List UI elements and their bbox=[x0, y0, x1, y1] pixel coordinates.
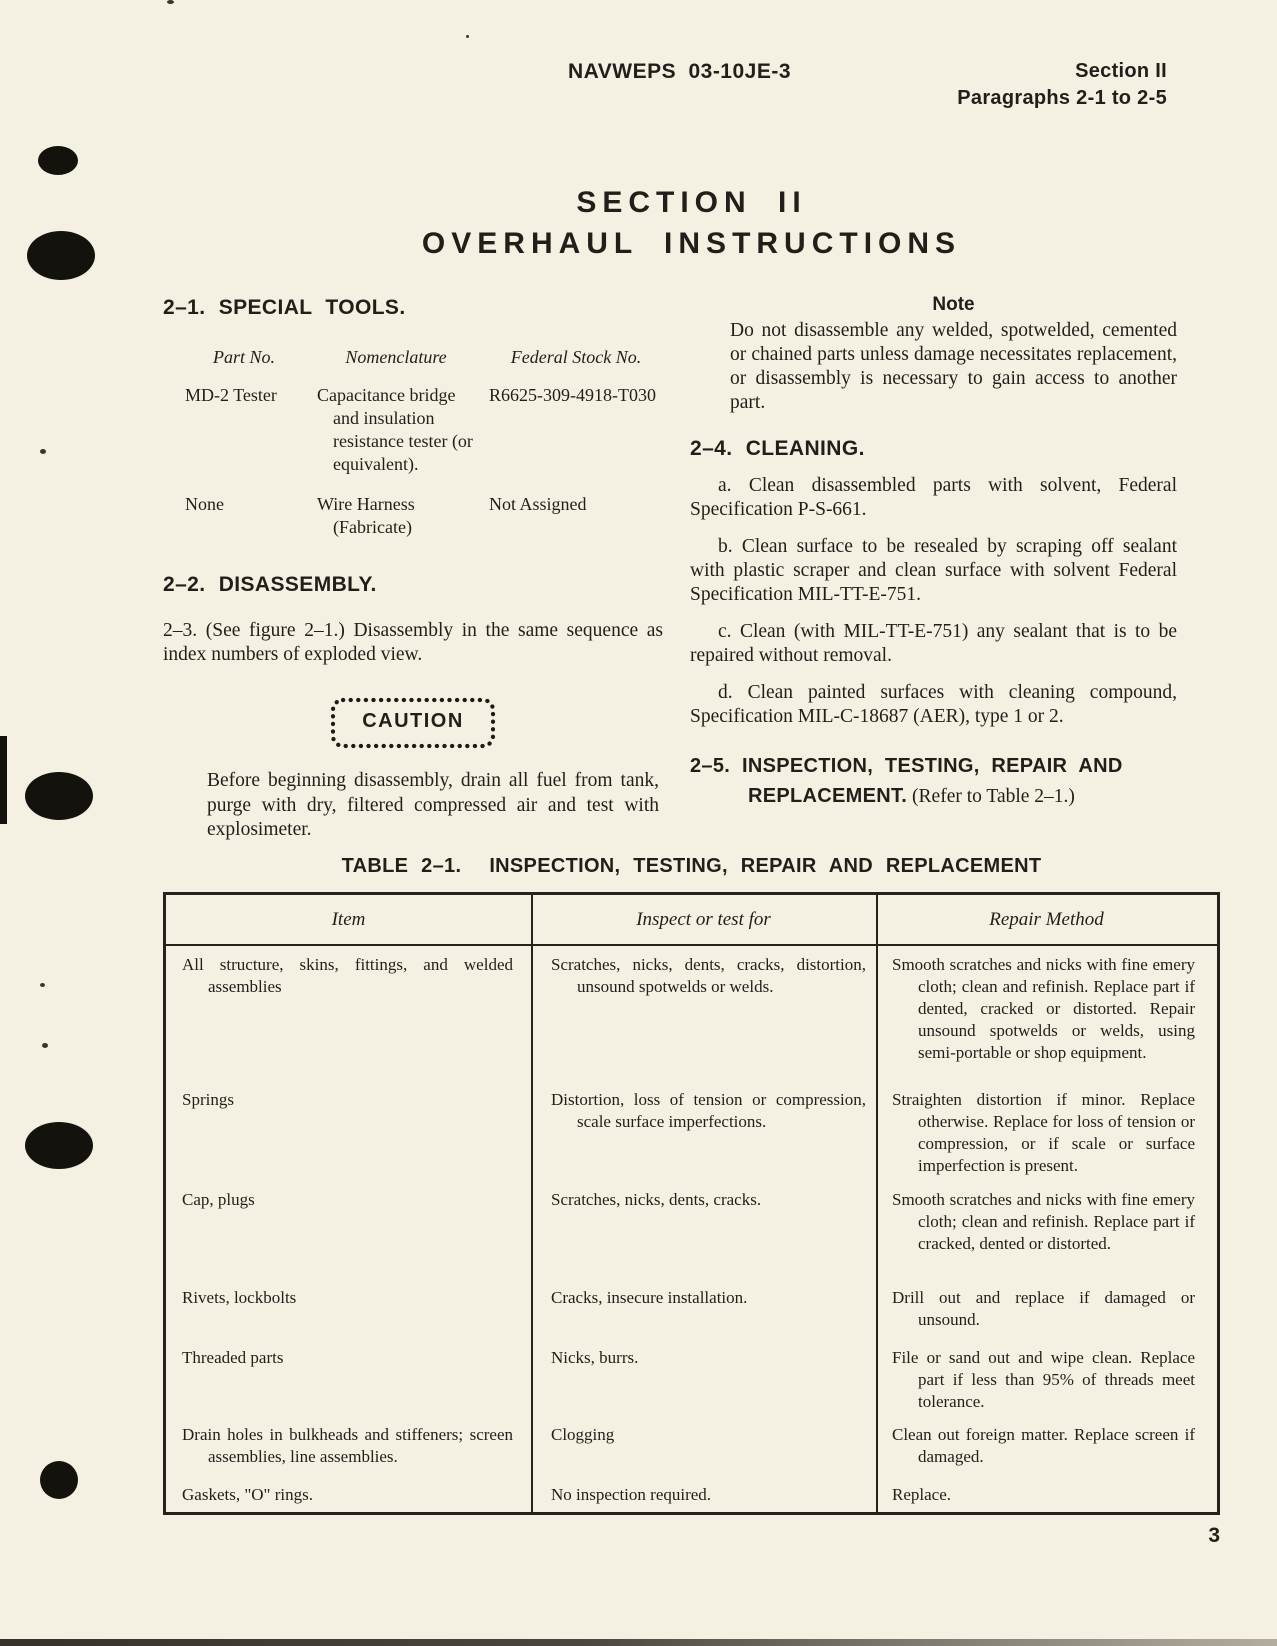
note-text: Do not disassemble any welded, spotwelded, cemented or chained parts unless damage necessitates replacement, or disassembly is necessary to gain access to another part. bbox=[730, 320, 1177, 413]
cleaning-step-b: b. Clean surface to be resealed by scraping off sealant with plastic scraper and clean surface with solvent Federal Specification MIL-TT-E-751. bbox=[690, 536, 1177, 605]
cell-repair: Straighten distortion if minor. Replace otherwise. Replace for loss of tension or compression, or if scale or surface imperfection is present. bbox=[892, 1090, 1195, 1175]
cell-item: Springs bbox=[182, 1090, 234, 1109]
heading-disassembly: 2–2. DISASSEMBLY. bbox=[163, 573, 377, 596]
cell-inspect: Cracks, insecure installation. bbox=[551, 1288, 748, 1307]
cleaning-step-c: c. Clean (with MIL-TT-E-751) any sealant that is to be repaired without removal. bbox=[690, 621, 1177, 666]
cell-repair: File or sand out and wipe clean. Replace part if less than 95% of threads meet tolerance. bbox=[892, 1348, 1195, 1411]
scan-speck bbox=[167, 0, 174, 4]
tools-stock-no: R6625-309-4918-T030 bbox=[489, 385, 656, 405]
tools-part-no: MD-2 Tester bbox=[185, 385, 277, 405]
binder-hole-mark bbox=[38, 146, 78, 175]
tools-stock-no: Not Assigned bbox=[489, 494, 587, 514]
inspection-table bbox=[163, 892, 1220, 1515]
table-caption-title: INSPECTION, TESTING, REPAIR AND REPLACEMENT bbox=[489, 855, 1042, 877]
header-section-label: Section II bbox=[1075, 60, 1167, 82]
cell-inspect: Scratches, nicks, dents, cracks. bbox=[551, 1190, 762, 1209]
cleaning-step-d: d. Clean painted surfaces with cleaning compound, Specification MIL-C-18687 (AER), type 1 or 2. bbox=[690, 682, 1177, 727]
header-right bbox=[957, 58, 1167, 112]
page-number: 3 bbox=[1208, 1524, 1220, 1547]
table-col-header-inspect: Inspect or test for bbox=[636, 908, 771, 930]
tools-row bbox=[185, 384, 663, 476]
tools-row bbox=[185, 493, 663, 539]
cell-repair: Smooth scratches and nicks with fine emery cloth; clean and refinish. Replace part if cracked, dented or distorted. bbox=[892, 1190, 1195, 1253]
note-heading: Note bbox=[932, 294, 975, 315]
special-tools-list bbox=[163, 346, 663, 539]
binder-hole-mark bbox=[25, 772, 93, 820]
cell-item: Cap, plugs bbox=[182, 1190, 255, 1209]
cell-inspect: Clogging bbox=[551, 1425, 615, 1444]
heading-inspection-refer: (Refer to Table 2–1.) bbox=[907, 786, 1075, 807]
table-caption bbox=[163, 855, 1220, 878]
cell-item: Threaded parts bbox=[182, 1348, 284, 1367]
table-col-header-item: Item bbox=[331, 908, 366, 930]
cell-repair: Drill out and replace if damaged or unsound. bbox=[892, 1288, 1195, 1329]
table-row bbox=[166, 1347, 1217, 1413]
table-row bbox=[166, 1189, 1217, 1255]
left-column bbox=[163, 296, 663, 843]
cell-item: Rivets, lockbolts bbox=[182, 1288, 297, 1307]
special-tools-header-row bbox=[185, 346, 663, 369]
caution-stamp bbox=[328, 695, 498, 751]
document-number: NAVWEPS 03-10JE-3 bbox=[568, 60, 792, 83]
section-subtitle: OVERHAUL INSTRUCTIONS bbox=[421, 227, 962, 260]
table-row bbox=[166, 1424, 1217, 1468]
right-column bbox=[690, 294, 1177, 808]
tools-col-header-stock: Federal Stock No. bbox=[510, 347, 642, 367]
scan-speck bbox=[42, 1043, 48, 1048]
table-row bbox=[166, 1484, 1217, 1506]
cleaning-step-a: a. Clean disassembled parts with solvent, Federal Specification P-S-661. bbox=[690, 475, 1177, 520]
header-paragraph-range: Paragraphs 2-1 to 2-5 bbox=[957, 87, 1167, 109]
table-row bbox=[166, 954, 1217, 1064]
scan-edge-artifact bbox=[0, 1639, 1277, 1646]
section-title: SECTION II bbox=[576, 186, 807, 219]
tools-nomenclature: Capacitance bridge and insulation resistance tester (or equivalent). bbox=[317, 385, 473, 474]
binder-hole-mark bbox=[40, 1461, 78, 1499]
cell-inspect: Scratches, nicks, dents, cracks, distortion, unsound spotwelds or welds. bbox=[551, 955, 866, 996]
cell-repair: Clean out foreign matter. Replace screen if damaged. bbox=[892, 1425, 1195, 1466]
scan-speck bbox=[40, 983, 45, 987]
table-row bbox=[166, 1089, 1217, 1177]
cell-item: Gaskets, "O" rings. bbox=[182, 1485, 313, 1504]
cell-inspect: Distortion, loss of tension or compression, scale surface imperfections. bbox=[551, 1090, 866, 1131]
paragraph-2-3: 2–3. (See figure 2–1.) Disassembly in the same sequence as index numbers of exploded view. bbox=[163, 620, 663, 665]
heading-inspection-line2 bbox=[690, 785, 1177, 808]
table-header-row bbox=[166, 895, 1217, 946]
binder-hole-mark bbox=[25, 1122, 93, 1169]
heading-inspection bbox=[690, 755, 1177, 808]
binder-hole-mark bbox=[27, 231, 95, 280]
scan-edge-artifact bbox=[0, 736, 7, 824]
heading-inspection-replacement: REPLACEMENT. bbox=[748, 785, 908, 807]
cell-inspect: Nicks, burrs. bbox=[551, 1348, 639, 1367]
cell-inspect: No inspection required. bbox=[551, 1485, 712, 1504]
table-row bbox=[166, 1287, 1217, 1331]
table-caption-label: TABLE 2–1. bbox=[341, 855, 462, 877]
cell-item: Drain holes in bulkheads and stiffeners; screen assemblies, line assemblies. bbox=[182, 1425, 513, 1466]
heading-inspection-line1: 2–5. INSPECTION, TESTING, REPAIR AND bbox=[690, 755, 1123, 777]
caution-text: Before beginning disassembly, drain all fuel from tank, purge with dry, filtered compressed air and test with explosimeter. bbox=[207, 770, 659, 840]
tools-col-header-nomenclature: Nomenclature bbox=[345, 347, 447, 367]
cell-repair: Replace. bbox=[892, 1485, 951, 1504]
tools-part-no: None bbox=[185, 494, 224, 514]
heading-cleaning: 2–4. CLEANING. bbox=[690, 437, 865, 460]
scan-speck bbox=[40, 449, 46, 454]
scan-speck bbox=[466, 35, 469, 38]
heading-special-tools: 2–1. SPECIAL TOOLS. bbox=[163, 296, 406, 319]
caution-label: CAUTION bbox=[362, 710, 464, 732]
table-col-header-repair: Repair Method bbox=[989, 908, 1104, 930]
tools-nomenclature: Wire Harness (Fabricate) bbox=[317, 494, 415, 537]
cell-item: All structure, skins, fittings, and welded assemblies bbox=[182, 955, 513, 996]
tools-col-header-part: Part No. bbox=[212, 347, 275, 367]
cell-repair: Smooth scratches and nicks with fine emery cloth; clean and refinish. Replace part if dented, cracked or distorted. Repair unsound spotwelds or welds, using semi-portable or shop equipment. bbox=[892, 955, 1195, 1062]
